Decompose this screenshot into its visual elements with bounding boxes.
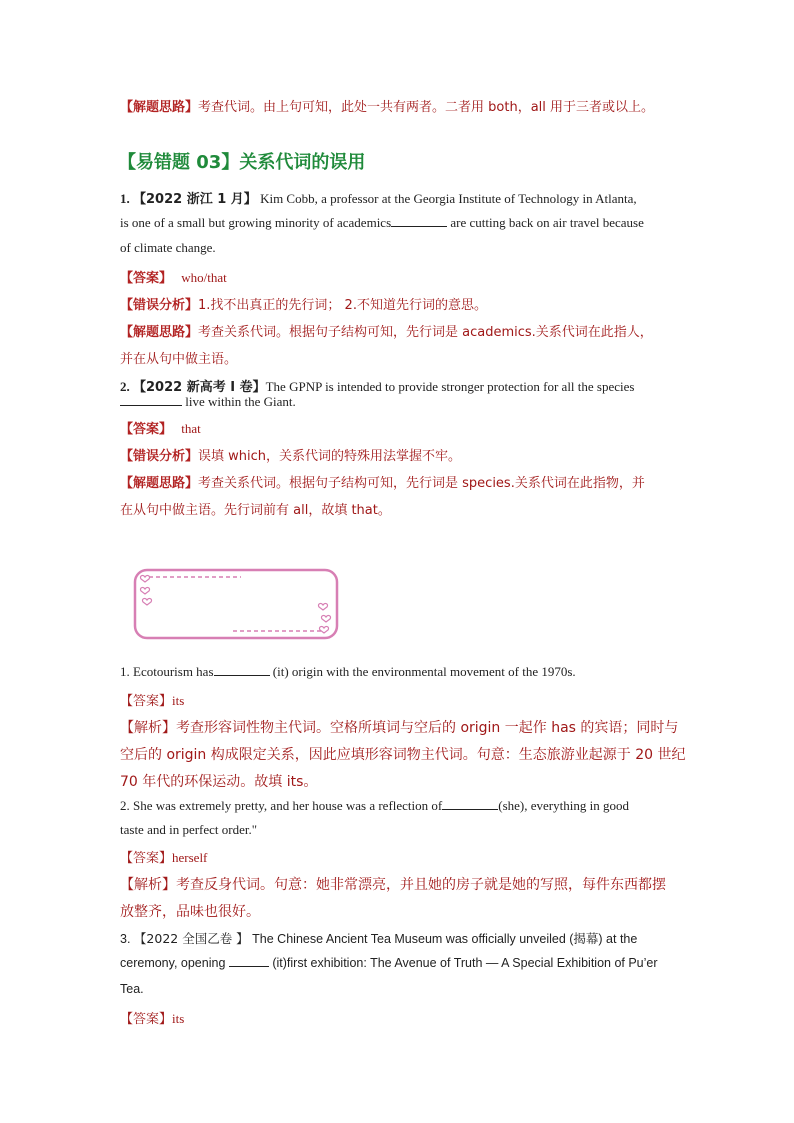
top-hint — [120, 96, 654, 115]
p2-line2: taste and in perfect order." — [120, 822, 258, 837]
p1-blank[interactable] — [214, 674, 270, 676]
p2-explain-text-1: 考查反身代词。句意：她非常漂亮，并且她的房子就是她的写照，每件东西都摆 — [176, 877, 666, 893]
p3-line2 — [120, 956, 658, 970]
q2-answer — [120, 418, 201, 437]
p2-explain-tag: 【解析】 — [120, 877, 176, 893]
p3-text-2b: (it)first exhibition: The Avenue of Truth — A Special Exhibition of Pu’er — [272, 956, 658, 970]
q1-answer-tag: 【答案】 — [120, 271, 173, 286]
q2-think-tag: 【解题思路】 — [120, 476, 199, 491]
q2-think — [120, 472, 645, 491]
p2-explain-text-2: 放整齐，品味也很好。 — [120, 904, 260, 920]
q1-error-text: 1.找不出真正的先行词； 2.不知道先行词的意思。 — [198, 298, 487, 313]
q1-blank[interactable] — [391, 225, 447, 227]
p1-explain-text-1: 考查形容词性物主代词。空格所填词与空后的 origin 一起作 has 的宾语；同时与 — [176, 720, 679, 736]
q1-number: 1. — [120, 191, 130, 206]
p2-answer-tag: 【答案】 — [120, 851, 173, 866]
q2-answer-value: that — [181, 421, 201, 436]
p1-answer — [120, 690, 184, 709]
frame-border — [135, 570, 337, 638]
p2-explain — [120, 874, 666, 894]
p2-answer-value: herself — [172, 850, 208, 865]
q1-line1 — [120, 188, 637, 207]
p2-line1 — [120, 798, 629, 814]
q1-error-tag: 【错误分析】 — [120, 298, 199, 313]
p3-text-2a: ceremony, opening — [120, 956, 226, 970]
p3-line3: Tea. — [120, 982, 144, 996]
q1-think — [120, 321, 653, 340]
q2-line2 — [120, 394, 296, 410]
p3-answer-value: its — [172, 1011, 185, 1026]
p2-answer — [120, 847, 207, 866]
q2-text-1: The GPNP is intended to provide stronger protection for all the species — [265, 379, 635, 394]
q1-line2 — [120, 215, 644, 231]
p1-explain — [120, 717, 678, 737]
p1-answer-value: its — [172, 693, 185, 708]
heart-icon — [140, 588, 149, 594]
p3-source: 【2022 全国乙卷 】 — [133, 931, 249, 946]
q1-think-tag: 【解题思路】 — [120, 325, 199, 340]
p3-blank[interactable] — [229, 965, 269, 967]
p3-answer — [120, 1008, 184, 1027]
q1-think-text-2: 并在从句中做主语。 — [120, 352, 238, 367]
q2-error — [120, 445, 461, 464]
q2-line1 — [120, 376, 634, 395]
hint-text: 考查代词。由上句可知，此处一共有两者。二者用 both，all 用于三者或以上。 — [198, 100, 655, 115]
section-title: 【易错题 03】关系代词的误用 — [118, 152, 366, 173]
q1-think-text-1: 考查关系代词。根据句子结构可知，先行词是 academics.关系代词在此指人， — [198, 325, 653, 340]
q1-source: 【2022 浙江 1 月】 — [133, 192, 257, 207]
q2-think-text-2: 在从句中做主语。先行词前有 all，故填 that。 — [120, 503, 391, 518]
p1-explain-tag: 【解析】 — [120, 720, 176, 736]
p3-line1 — [120, 929, 637, 947]
p2-blank[interactable] — [442, 808, 498, 810]
q1-text-2a: is one of a small but growing minority of academics — [120, 215, 392, 230]
p1-text-b: (it) origin with the environmental movement of the 1970s. — [272, 664, 576, 679]
heart-icons — [140, 576, 330, 633]
q2-answer-tag: 【答案】 — [120, 422, 173, 437]
p2-text-a: 2. She was extremely pretty, and her house was a reflection of — [120, 798, 443, 813]
q1-line3: of climate change. — [120, 240, 216, 255]
heart-icon — [142, 599, 151, 605]
heart-icon — [321, 616, 330, 622]
q2-error-text: 误填 which，关系代词的特殊用法掌握不牢。 — [198, 449, 462, 464]
p2-text-b: (she), everything in good — [498, 798, 629, 813]
p1-line1 — [120, 664, 576, 680]
q2-number: 2. — [120, 379, 130, 394]
p1-text-a: 1. Ecotourism has — [120, 664, 214, 679]
p3-answer-tag: 【答案】 — [120, 1012, 173, 1027]
p1-explain-text-2: 空后的 origin 构成限定关系，因此应填形容词物主代词。句意：生态旅游业起源于 20 世纪 — [120, 747, 686, 763]
hint-tag: 【解题思路】 — [120, 100, 199, 115]
heart-icon — [318, 604, 327, 610]
q1-answer — [120, 267, 227, 286]
heart-icon — [319, 627, 328, 633]
p3-number: 3. — [120, 932, 131, 946]
q2-text-2: live within the Giant. — [185, 394, 296, 409]
q2-source: 【2022 新高考 I 卷】 — [133, 380, 266, 395]
decorative-frame — [133, 567, 339, 641]
q2-error-tag: 【错误分析】 — [120, 449, 199, 464]
p3-text-1: The Chinese Ancient Tea Museum was officially unveiled (揭幕) at the — [252, 932, 638, 946]
q1-error — [120, 294, 487, 313]
p1-explain-text-3: 70 年代的环保运动。故填 its。 — [120, 774, 318, 790]
p1-answer-tag: 【答案】 — [120, 694, 173, 709]
q1-text-1: Kim Cobb, a professor at the Georgia Institute of Technology in Atlanta, — [260, 191, 637, 206]
q2-think-text-1: 考查关系代词。根据句子结构可知，先行词是 species.关系代词在此指物，并 — [198, 476, 645, 491]
heart-icon — [140, 576, 149, 582]
q2-blank[interactable] — [120, 404, 182, 406]
q1-text-2b: are cutting back on air travel because — [450, 215, 644, 230]
q1-answer-value: who/that — [181, 270, 227, 285]
